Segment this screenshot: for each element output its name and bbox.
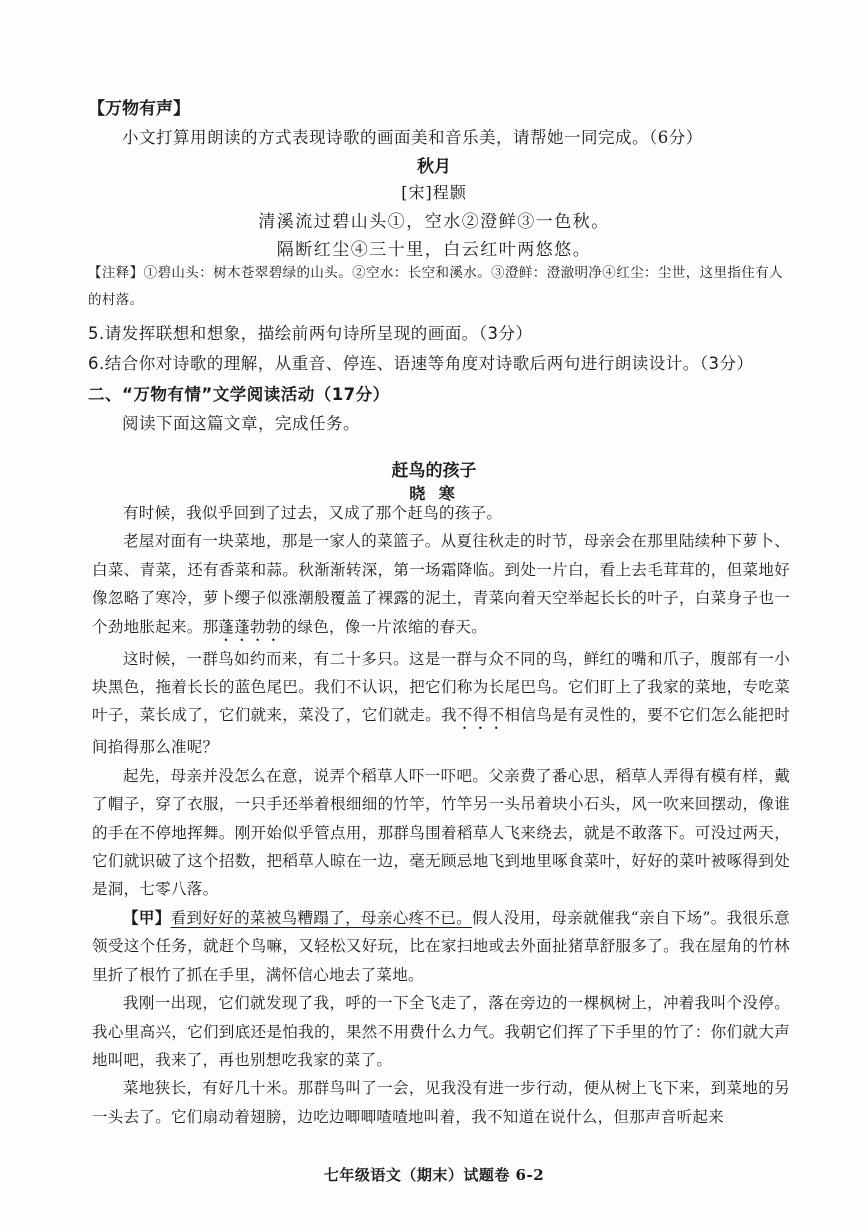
poem-notes: 【注释】①碧山头：树木苍翠碧绿的山头。②空水：长空和溪水。③澄鲜：澄澈明净④红尘：尘世，这里指住有人的村落。 <box>88 265 783 308</box>
poem-line-2: 隔断红尘④三十里，白云红叶两悠悠。 <box>276 240 592 260</box>
article-paragraph-6: 我刚一出现，它们就发现了我，呼的一下全飞走了，落在旁边的一棵枫树上，冲着我叫个没停。我心里高兴，它们到底还是怕我的，果然不用费什么力气。我朝它们挥了下手里的竹了：你们就大声地叫吧，我来了，再也别想吃我家的菜了。 <box>92 994 790 1069</box>
part2-heading: 二、“万物有情”文学阅读活动（17分） <box>88 385 390 404</box>
page-footer: 七年级语文（期末）试题卷 6-2 <box>323 1166 545 1184</box>
article-paragraph-2: 老屋对面有一块菜地，那是一家人的菜篮子。从夏往秋走的时节，母亲会在那里陆续种下萝卜、白菜、青菜，还有香菜和蒜。秋渐渐转深，第一场霜降临。到处一片白，看上去毛茸茸的，但菜地好像忽略了寒冷，萝卜缨子似涨潮般覆盖了裸露的泥土，青菜向着天空举起长长的叶子，白菜身子也一个劲地胀起来。那蓬蓬勃勃的绿色，像一片浓缩的春天。 <box>92 532 790 636</box>
question-5: 5.请发挥联想和想象，描绘前两句诗所呈现的画面。（3分） <box>88 324 533 343</box>
section-intro: 小文打算用朗读的方式表现诗歌的画面美和音乐美，请帮她一同完成。（6分） <box>122 128 703 147</box>
dotted-phrase: 不得不 <box>456 706 505 725</box>
section-heading: 【万物有声】 <box>88 99 190 119</box>
poem-title: 秋月 <box>417 157 451 177</box>
article-title: 赶鸟的孩子 <box>391 461 477 481</box>
poem-author: [宋]程颢 <box>401 183 467 202</box>
article-paragraph-1: 有时候，我似乎回到了过去，又成了那个赶鸟的孩子。 <box>123 504 503 522</box>
article-body <box>92 499 790 1131</box>
article-paragraph-3: 这时候，一群鸟如约而来，有二十多只。这是一群与众不同的鸟，鲜红的嘴和爪子，腹部有一小块黑色，拖着长长的蓝色尾巴。我们不认识，把它们称为长尾巴鸟。它们盯上了我家的菜地，专吃菜叶子，菜长成了，它们就来，菜没了，它们就走。我不得不相信鸟是有灵性的，要不它们怎么能把时间掐得那么准呢？ <box>92 649 791 757</box>
article-paragraph-5: 【甲】看到好好的菜被鸟糟蹋了，母亲心疼不已。假人没用，母亲就催我“亲自下场”。我很乐意领受这个任务，就赶个鸟嘛，又轻松又好玩，比在家扫地或去外面扯猪草舒服多了。我在屋角的竹林里折了根竹了抓在手里，满怀信心地去了菜地。 <box>92 907 791 984</box>
question-6: 6.结合你对诗歌的理解，从重音、停连、语速等角度对诗歌后两句进行朗读设计。（3分） <box>88 354 754 373</box>
article-author: 晓 寒 <box>409 484 459 503</box>
marker-jia: 【甲】 <box>123 907 171 927</box>
article-paragraph-7: 菜地狭长，有好几十米。那群鸟叫了一会，见我没有进一步行动，便从树上飞下来，到菜地的另一头去了。它们扇动着翅膀，边吃边唧唧喳喳地叫着，我不知道在说什么，但那声音听起来 <box>92 1079 790 1126</box>
part2-instruction: 阅读下面这篇文章，完成任务。 <box>122 414 360 433</box>
dotted-phrase: 蓬蓬勃勃 <box>218 617 282 636</box>
poem-line-1: 清溪流过碧山头①，空水②澄鲜③一色秋。 <box>258 212 610 232</box>
underlined-sentence: 看到好好的菜被鸟糟蹋了，母亲心疼不已。 <box>170 908 473 927</box>
article-paragraph-4: 起先，母亲并没怎么在意，说弄个稻草人吓一吓吧。父亲费了番心思，稻草人弄得有模有样，戴了帽子，穿了衣服，一只手还举着根细细的竹竿，竹竿另一头吊着块小石头，风一吹来回摆动，像谁的手在不停地挥舞。刚开始似乎管点用，那群鸟围着稻草人飞来绕去，就是不敢落下。可没过两天，它们就识破了这个招数，把稻草人晾在一边，毫无顾忌地飞到地里啄食菜叶，好好的菜叶被啄得到处是洞，七零八落。 <box>92 766 790 899</box>
